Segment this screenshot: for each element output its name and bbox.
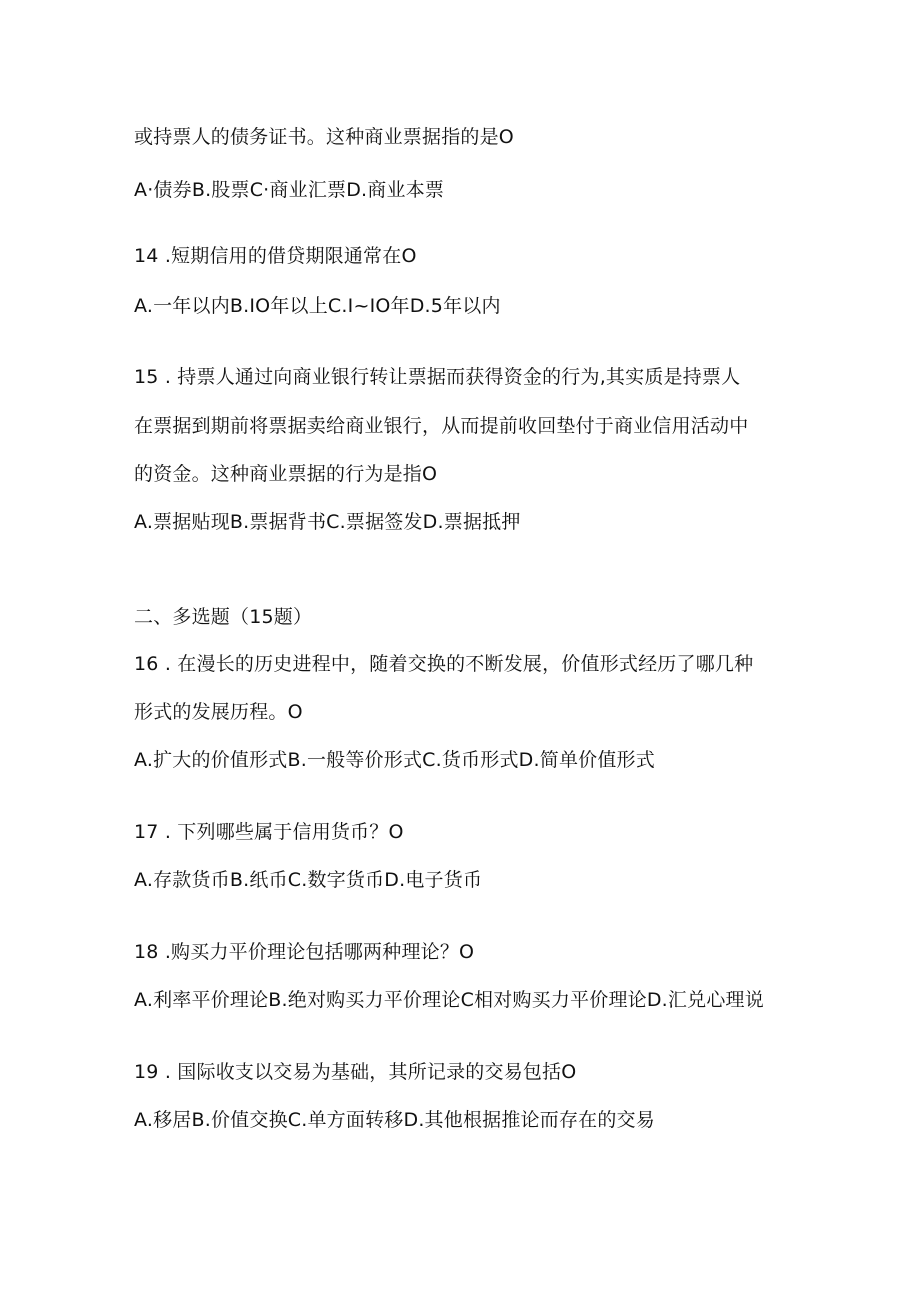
question-19-stem: 19 . 国际收支以交易为基础，其所记录的交易包括O [134, 1061, 577, 1083]
question-18-options: A.利率平价理论B.绝对购买力平价理论C相对购买力平价理论D.汇兑心理说 [134, 989, 764, 1011]
question-17-stem: 17 . 下列哪些属于信用货币？O [134, 821, 404, 843]
question-16-stem-line-1: 16 . 在漫长的历史进程中，随着交换的不断发展，价值形式经历了哪几种 [134, 653, 754, 675]
section-heading-multiple-choice: 二、多选题（15题） [134, 606, 313, 628]
question-15-stem-line-2: 在票据到期前将票据卖给商业银行，从而提前收回垫付于商业信用活动中 [134, 415, 749, 437]
question-13-options: A·债券B.股票C·商业汇票D.商业本票 [134, 179, 445, 201]
question-15-options: A.票据贴现B.票据背书C.票据签发D.票据抵押 [134, 511, 521, 533]
question-14-stem: 14 .短期信用的借贷期限通常在O [134, 245, 417, 267]
question-15-stem-line-1: 15 . 持票人通过向商业银行转让票据而获得资金的行为,其实质是持票人 [134, 366, 741, 388]
question-19-options: A.移居B.价值交换C.单方面转移D.其他根据推论而存在的交易 [134, 1109, 655, 1131]
question-15-stem-line-3: 的资金。这种商业票据的行为是指O [134, 463, 438, 485]
question-16-options: A.扩大的价值形式B.一般等价形式C.货币形式D.简单价值形式 [134, 749, 655, 771]
question-14-options: A.一年以内B.IO年以上C.I~IO年D.5年以内 [134, 295, 501, 317]
question-16-stem-line-2: 形式的发展历程。O [134, 701, 303, 723]
question-18-stem: 18 .购买力平价理论包括哪两种理论？O [134, 941, 475, 963]
question-17-options: A.存款货币B.纸币C.数字货币D.电子货币 [134, 869, 483, 891]
question-13-stem-continuation: 或持票人的债务证书。这种商业票据指的是O [134, 126, 514, 148]
